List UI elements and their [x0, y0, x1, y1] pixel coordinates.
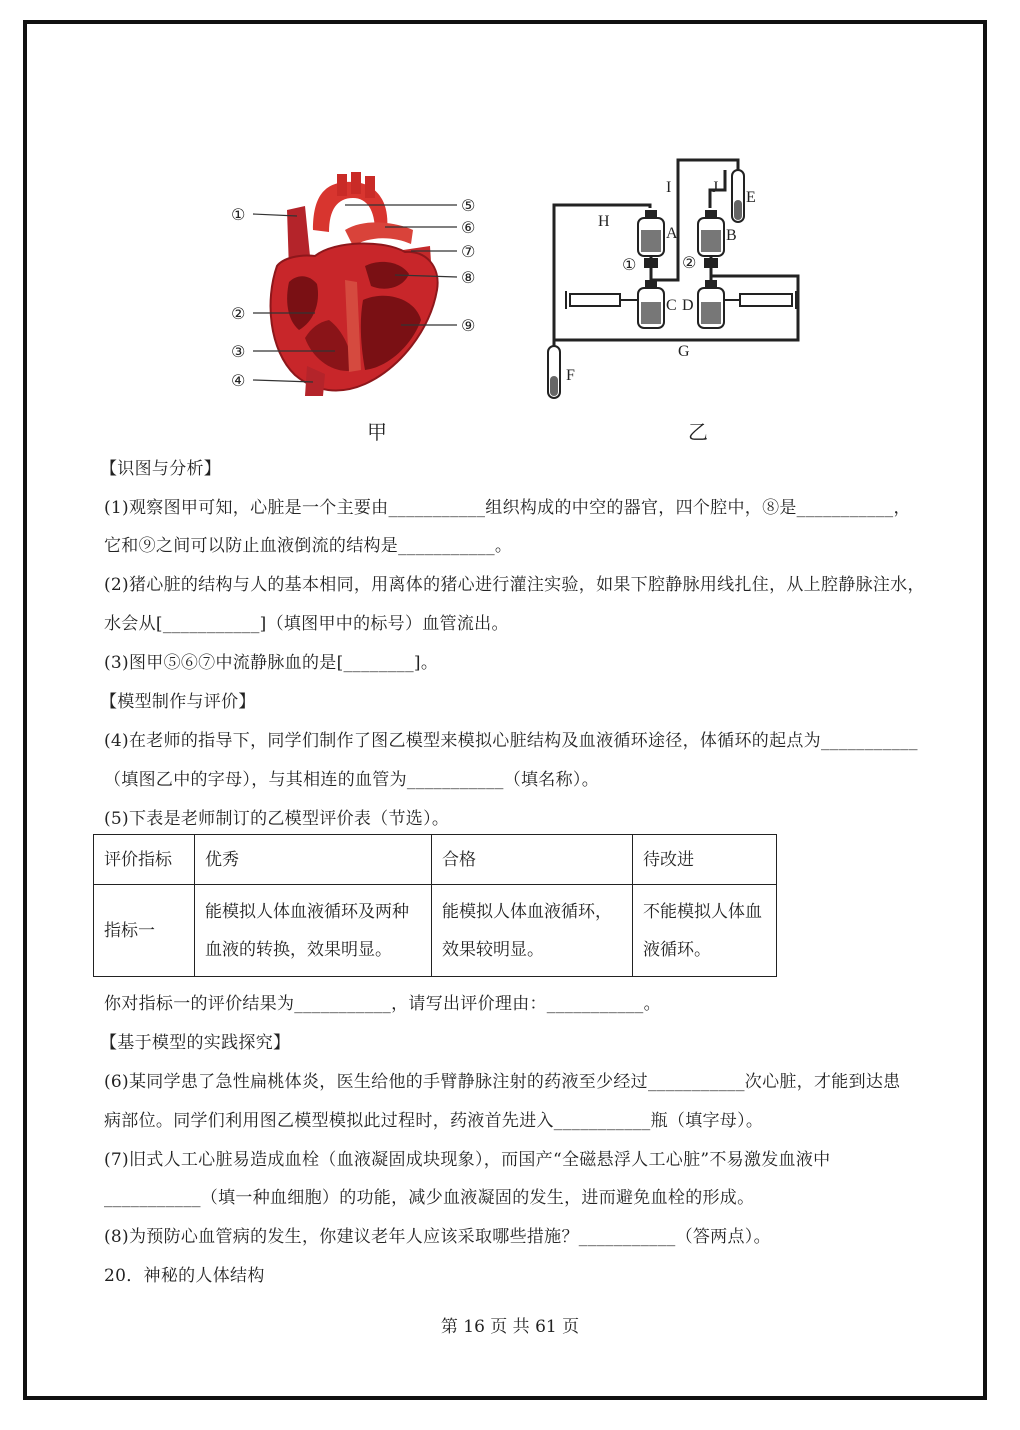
question-4-line-1: (4)在老师的指导下，同学们制作了图乙模型来模拟心脏结构及血液循环途径，体循环的起点为___________	[104, 731, 918, 751]
label-2: ②	[231, 304, 246, 323]
caption-jia: 甲	[367, 420, 387, 444]
question-8: (8)为预防心血管病的发生，你建议老年人应该采取哪些措施？___________（答两点）。	[104, 1227, 771, 1247]
aortic-branch-3	[365, 176, 375, 198]
question-6-line-1: (6)某同学患了急性扁桃体炎，医生给他的手臂静脉注射的药液至少经过___________次心脏，才能到达患	[104, 1072, 901, 1092]
cell-line: 能模拟人体血液循环，	[442, 901, 612, 922]
label-9: ⑨	[461, 316, 476, 335]
question-2-line-1: (2)猪心脏的结构与人的基本相同，用离体的猪心进行灌注实验，如果下腔静脉用线扎住，从上腔静脉注水，	[104, 575, 925, 595]
label-b: B	[726, 227, 737, 244]
table-header-cell: 合格	[432, 835, 633, 885]
label-valve-1: ①	[622, 255, 637, 274]
question-1-line-1: (1)观察图甲可知，心脏是一个主要由___________组织构成的中空的器官，四个腔中，⑧是___________，	[104, 498, 911, 518]
question-6-line-2: 病部位。同学们利用图乙模型模拟此过程时，药液首先进入___________瓶（填字母）。	[104, 1111, 764, 1131]
question-1-line-2: 它和⑨之间可以防止血液倒流的结构是___________。	[104, 536, 513, 556]
label-d: D	[682, 297, 694, 314]
cell-line: 能模拟人体血液循环及两种	[205, 901, 409, 922]
bottle-c	[638, 280, 664, 328]
section-header-3: 【基于模型的实践探究】	[100, 1033, 291, 1053]
bottle-b	[698, 210, 724, 256]
caption-yi: 乙	[688, 420, 708, 444]
aortic-branch-2	[351, 172, 361, 194]
question-5-answer-line: 你对指标一的评价结果为___________，请写出评价理由：___________。	[104, 994, 661, 1014]
label-5: ⑤	[461, 196, 476, 215]
evaluation-table	[93, 834, 777, 977]
table-header-cell: 评价指标	[94, 835, 195, 885]
table-header-cell: 待改进	[633, 835, 777, 885]
label-8: ⑧	[461, 268, 476, 287]
bottle-a	[638, 210, 664, 256]
label-i: I	[666, 179, 672, 196]
table-cell-improve	[633, 885, 777, 977]
tubes	[554, 160, 798, 350]
label-c: C	[666, 297, 677, 314]
pulmonary-artery	[345, 222, 413, 246]
aortic-branch-1	[337, 174, 347, 196]
question-7-line-1: (7)旧式人工心脏易造成血栓（血液凝固成块现象），而国产“全磁悬浮人工心脏”不易激发血液中	[104, 1150, 831, 1170]
cell-line: 效果较明显。	[442, 939, 544, 960]
label-valve-2: ②	[682, 253, 697, 272]
section-header-1: 【识图与分析】	[100, 459, 222, 479]
circulation-model-diagram	[540, 150, 810, 405]
table-cell-qualified	[432, 885, 633, 977]
cell-line: 不能模拟人体血	[643, 901, 762, 922]
label-h: H	[598, 213, 610, 230]
section-header-2: 【模型制作与评价】	[100, 692, 256, 712]
question-3: (3)图甲⑤⑥⑦中流静脉血的是[________]。	[104, 653, 439, 673]
label-6: ⑥	[461, 218, 476, 237]
label-f: F	[566, 367, 575, 384]
cell-line: 液循环。	[643, 939, 711, 960]
question-4-line-2: （填图乙中的字母），与其相连的血管为___________（填名称）。	[104, 770, 599, 790]
label-1: ①	[231, 205, 246, 224]
label-a: A	[666, 225, 678, 242]
table-header-cell: 优秀	[195, 835, 432, 885]
label-7: ⑦	[461, 242, 476, 261]
page-footer: 第 16 页 共 61 页	[440, 1317, 580, 1337]
cell-line: 血液的转换，效果明显。	[205, 939, 392, 960]
heart-diagram	[225, 170, 490, 402]
syringe-right	[724, 291, 796, 309]
label-e: E	[746, 189, 756, 206]
question-7-line-2: ___________（填一种血细胞）的功能，减少血液凝固的发生，进而避免血栓的形成。	[104, 1188, 755, 1208]
label-3: ③	[231, 342, 246, 361]
label-4: ④	[231, 371, 246, 390]
table-cell-excellent	[195, 885, 432, 977]
bottle-d	[698, 280, 724, 328]
label-j: J	[712, 179, 719, 196]
question-2-line-2: 水会从[___________]（填图甲中的标号）血管流出。	[104, 614, 509, 634]
question-20-title: 20．神秘的人体结构	[104, 1266, 265, 1286]
table-row	[94, 885, 777, 977]
question-5: (5)下表是老师制订的乙模型评价表（节选）。	[104, 809, 450, 829]
table-header-row	[94, 835, 777, 885]
syringe-left	[566, 291, 638, 309]
left-ventricle	[361, 296, 421, 370]
label-g: G	[678, 343, 690, 360]
table-cell-indicator: 指标一	[94, 885, 195, 977]
